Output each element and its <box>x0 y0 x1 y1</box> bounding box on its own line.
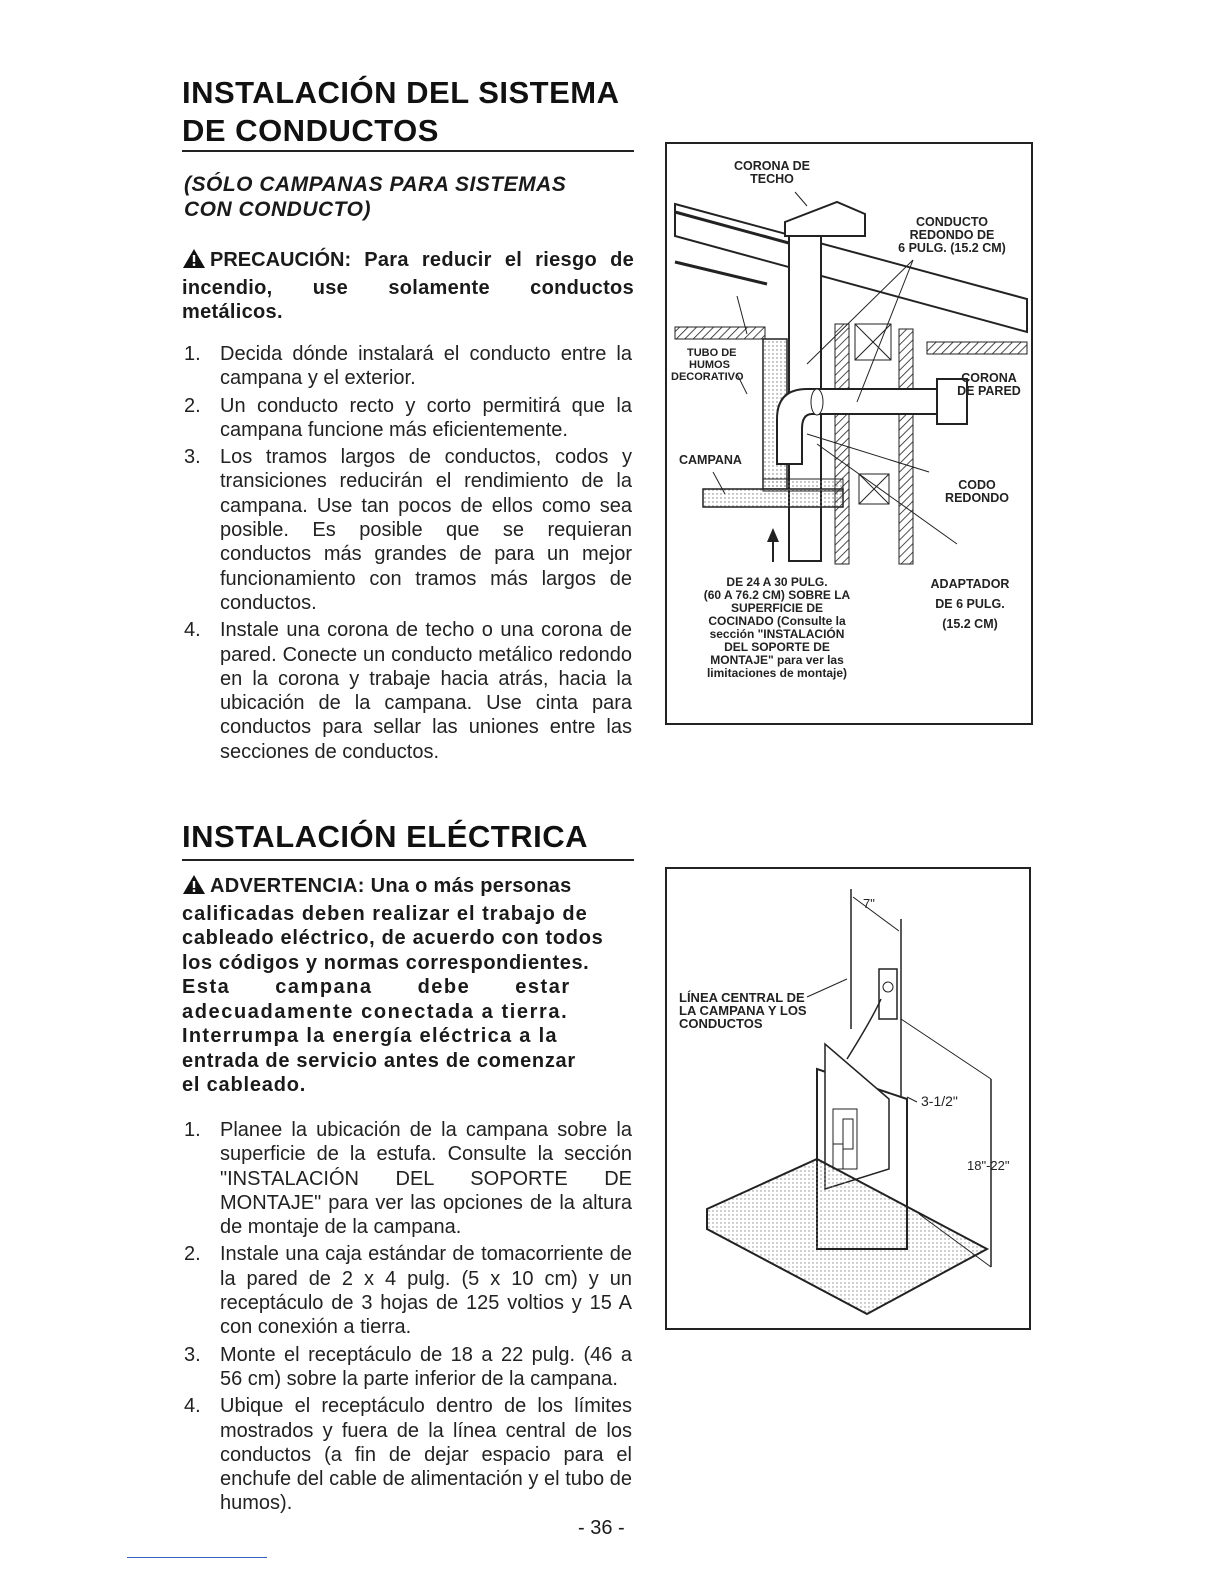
list-item: 3. Los tramos largos de conductos, codos y transiciones reducirán el rendimiento de la campana. Use tan pocos de ellos como sea posible. Es posible que se requieran conductos más grandes de para un mejor funcionamiento con tramos más largos de conductos. <box>184 446 632 614</box>
electrical-diagram-drawing <box>667 869 1029 1328</box>
warning-text-5: Esta campana debe estar <box>182 976 571 998</box>
page-number: - 36 - <box>578 1517 625 1539</box>
list-item: 2. Instale una caja estándar de tomacorriente de la pared de 2 x 4 pulg. (5 x 10 cm) y un receptáculo de 3 hojas de 125 voltios y 15 A con conexión a tierra. <box>184 1243 632 1339</box>
section1-steps <box>184 342 632 767</box>
caution-block <box>182 248 634 325</box>
caution-text: Para reducir el riesgo de incendio, use solamente conductos metálicos. <box>182 249 635 323</box>
warning-text-4: los códigos y normas correspondientes. <box>182 951 590 974</box>
label-adapter: ADAPTADOR DE 6 PULG. (15.2 CM) <box>930 577 1010 631</box>
list-item: 4. Ubique el receptáculo dentro de los límites mostrados y fuera de la línea central de los conductos (a fin de dejar espacio para el enchufe del cable de alimentación y el tubo de humos). <box>184 1395 632 1515</box>
section1-title <box>182 74 619 150</box>
list-item: 1. Decida dónde instalará el conducto entre la campana y el exterior. <box>184 343 632 390</box>
electrical-diagram <box>665 867 1031 1330</box>
warning-text-2: calificadas deben realizar el trabajo de <box>182 902 588 925</box>
section2-title: INSTALACIÓN ELÉCTRICA <box>182 819 589 854</box>
section2-rule <box>182 859 634 861</box>
label-dim-height: 18"-22" <box>967 1158 1010 1173</box>
label-mount-height-note: DE 24 A 30 PULG. (60 A 76.2 CM) SOBRE LA SUPERFICIE DE COCINADO (Consulte la sección "INSTALACIÓN DEL SOPORTE DE MONTAJE" para ver las limitaciones de montaje) <box>703 575 851 680</box>
label-chimney: TUBO DE HUMOS DECORATIVO <box>671 347 744 383</box>
list-item: 2. Un conducto recto y corto permitirá que la campana funcione más eficientemente. <box>184 394 632 441</box>
section2-steps <box>184 1118 632 1519</box>
warning-text-8: entrada de servicio antes de comenzar <box>182 1049 576 1072</box>
section1-title-line2: DE CONDUCTOS <box>182 113 439 148</box>
warning-block <box>182 874 634 1098</box>
label-round-duct: CONDUCTO REDONDO DE 6 PULG. (15.2 CM) <box>898 215 1006 255</box>
label-elbow: CODO REDONDO <box>945 478 1009 505</box>
label-hood: CAMPANA <box>679 453 742 467</box>
section1-title-line1: INSTALACIÓN DEL SISTEMA <box>182 75 620 110</box>
footer-divider <box>127 1557 267 1558</box>
warning-text-9: el cableado. <box>182 1074 307 1096</box>
label-dim-side: 3-1/2" <box>921 1093 958 1109</box>
warning-text-7: Interrumpa la energía eléctrica a la <box>182 1025 558 1047</box>
label-dim-top: 7" <box>863 896 875 911</box>
list-item: 1. Planee la ubicación de la campana sobre la superficie de la estufa. Consulte la sección "INSTALACIÓN DEL SOPORTE DE MONTAJE" para ver las opciones de la altura de montaje de la campana. <box>184 1119 632 1239</box>
caution-label: PRECAUCIÓN: <box>210 249 352 271</box>
list-item: 4. Instale una corona de techo o una corona de pared. Conecte un conducto metálico redondo en la corona y trabaje hacia atrás, hacia la ubicación de la campana. Use cinta para conductos para sellar las uniones entre las secciones de conductos. <box>184 619 632 763</box>
warning-text-1: Una o más personas <box>370 875 572 897</box>
subtitle-line2: CON CONDUCTO) <box>184 198 371 221</box>
warning-triangle-icon <box>182 874 206 902</box>
warning-text-3: cableado eléctrico, de acuerdo con todos <box>182 927 604 949</box>
warning-triangle-icon <box>182 248 206 276</box>
subtitle-line1: (SÓLO CAMPANAS PARA SISTEMAS <box>184 173 567 196</box>
section1-rule <box>182 150 634 152</box>
label-roof-cap: CORONA DE TECHO <box>734 159 810 186</box>
label-centerline: LÍNEA CENTRAL DE LA CAMPANA Y LOS CONDUCTOS <box>679 990 807 1031</box>
section1-subtitle <box>184 172 566 222</box>
label-wall-cap: CORONA DE PARED <box>957 371 1021 398</box>
warning-label: ADVERTENCIA: <box>210 875 365 897</box>
ducting-diagram <box>665 142 1033 725</box>
list-item: 3. Monte el receptáculo de 18 a 22 pulg. (46 a 56 cm) sobre la parte inferior de la campana. <box>184 1343 632 1390</box>
warning-text-6: adecuadamente conectada a tierra. <box>182 1000 569 1023</box>
